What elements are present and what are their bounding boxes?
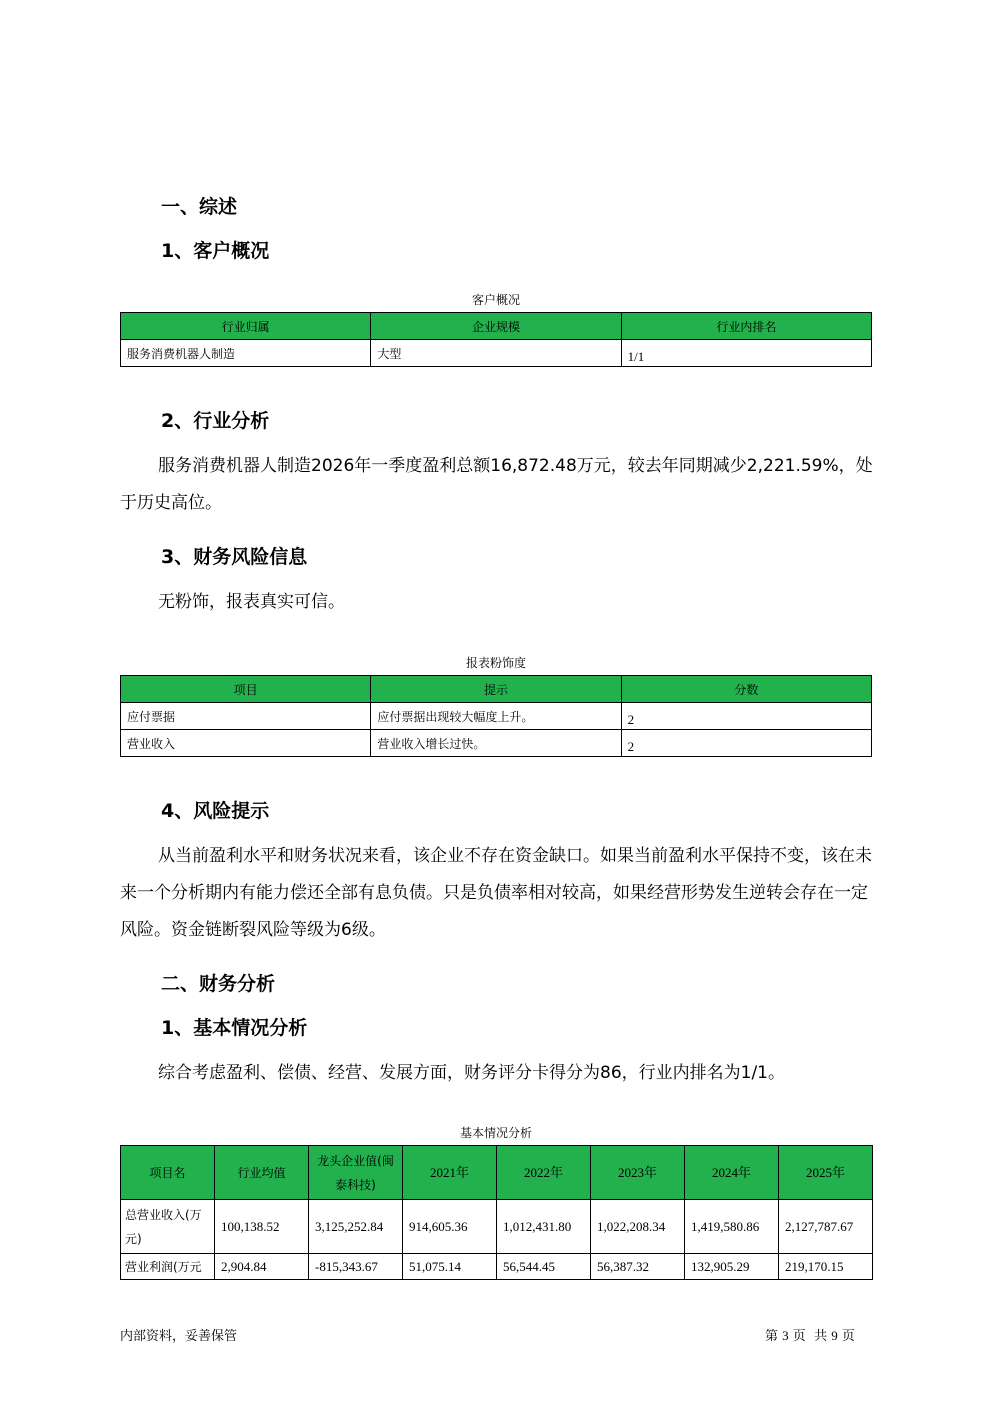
page-label: 第 [765, 1329, 779, 1344]
industry-analysis-paragraph: 服务消费机器人制造2026年一季度盈利总额16,872.48万元，较去年同期减少2,221.59%，处于历史高位。 [120, 456, 873, 513]
table-cell: 2 [621, 703, 871, 730]
basic-analysis-paragraph: 综合考虑盈利、偿债、经营、发展方面，财务评分卡得分为86，行业内排名为1/1。 [158, 1063, 785, 1083]
subsection-title-customer: 1、客户概况 [161, 240, 270, 262]
table-cell: 132,905.29 [685, 1254, 779, 1280]
table-cell: 51,075.14 [403, 1254, 497, 1280]
table-cell: 219,170.15 [779, 1254, 873, 1280]
table-header: 2025年 [779, 1146, 873, 1200]
subsection-title-industry: 2、行业分析 [161, 410, 270, 432]
table-cell: 1,419,580.86 [685, 1200, 779, 1254]
subsection-title-financial-risk: 3、财务风险信息 [161, 546, 308, 568]
table-cell: 56,544.45 [497, 1254, 591, 1280]
table-cell: 2,904.84 [215, 1254, 309, 1280]
footer-confidential-note: 内部资料，妥善保管 [120, 1329, 238, 1344]
table-header: 企业规模 [371, 313, 621, 340]
table-header: 分数 [621, 676, 871, 703]
table-cell: -815,343.67 [309, 1254, 403, 1280]
section-title-financial-analysis: 二、财务分析 [161, 973, 276, 995]
table-cell: 营业收入 [121, 730, 371, 757]
table-cell: 应付票据 [121, 703, 371, 730]
risk-alert-paragraph: 从当前盈利水平和财务状况来看，该企业不存在资金缺口。如果当前盈利水平保持不变，该在未来一个分析期内有能力偿还全部有息负债。只是负债率相对较高，如果经营形势发生逆转会存在一定风险。资金链断裂风险等级为6级。 [120, 846, 872, 940]
table-cell: 服务消费机器人制造 [121, 340, 371, 367]
table-cell: 3,125,252.84 [309, 1200, 403, 1254]
table-cell: 914,605.36 [403, 1200, 497, 1254]
table-row [121, 1200, 873, 1254]
table-header: 项目名 [121, 1146, 215, 1200]
table-caption-basic-analysis: 基本情况分析 [459, 1126, 532, 1140]
table-header: 行业归属 [121, 313, 371, 340]
table-cell: 营业收入增长过快。 [371, 730, 621, 757]
table-cell: 总营业收入(万元) [121, 1200, 215, 1254]
table-header: 龙头企业值(闽泰科技) [309, 1146, 403, 1200]
table-header: 2022年 [497, 1146, 591, 1200]
table-cell: 应付票据出现较大幅度上升。 [371, 703, 621, 730]
total-label: 共 [814, 1329, 828, 1344]
table-header: 项目 [121, 676, 371, 703]
table-cell: 营业利润(万元 [121, 1254, 215, 1280]
table-cell: 1/1 [621, 340, 871, 367]
page-label: 页 [792, 1329, 806, 1344]
total-pages: 9 [831, 1328, 838, 1343]
table-cell: 1,022,208.34 [591, 1200, 685, 1254]
table-cell: 100,138.52 [215, 1200, 309, 1254]
table-header: 行业均值 [215, 1146, 309, 1200]
customer-overview-table [120, 312, 872, 367]
section-title-overview: 一、综述 [161, 196, 238, 218]
table-cell: 2 [621, 730, 871, 757]
subsection-title-basic-analysis: 1、基本情况分析 [161, 1017, 308, 1039]
subsection-title-risk-alert: 4、风险提示 [161, 800, 270, 822]
table-row [121, 730, 872, 757]
total-label: 页 [841, 1329, 855, 1344]
table-header: 提示 [371, 676, 621, 703]
table-caption-customer: 客户概况 [471, 293, 520, 307]
financial-risk-paragraph: 无粉饰，报表真实可信。 [158, 592, 345, 612]
current-page: 3 [782, 1328, 789, 1343]
table-header: 2021年 [403, 1146, 497, 1200]
table-caption-window-dressing: 报表粉饰度 [465, 656, 526, 670]
table-row [121, 703, 872, 730]
table-row [121, 1254, 873, 1280]
basic-analysis-table [120, 1145, 873, 1280]
table-header: 行业内排名 [621, 313, 871, 340]
table-header: 2024年 [685, 1146, 779, 1200]
table-header: 2023年 [591, 1146, 685, 1200]
table-cell: 56,387.32 [591, 1254, 685, 1280]
table-cell: 大型 [371, 340, 621, 367]
footer-page-number [765, 1325, 875, 1344]
table-cell: 2,127,787.67 [779, 1200, 873, 1254]
window-dressing-table [120, 675, 872, 757]
table-cell: 1,012,431.80 [497, 1200, 591, 1254]
